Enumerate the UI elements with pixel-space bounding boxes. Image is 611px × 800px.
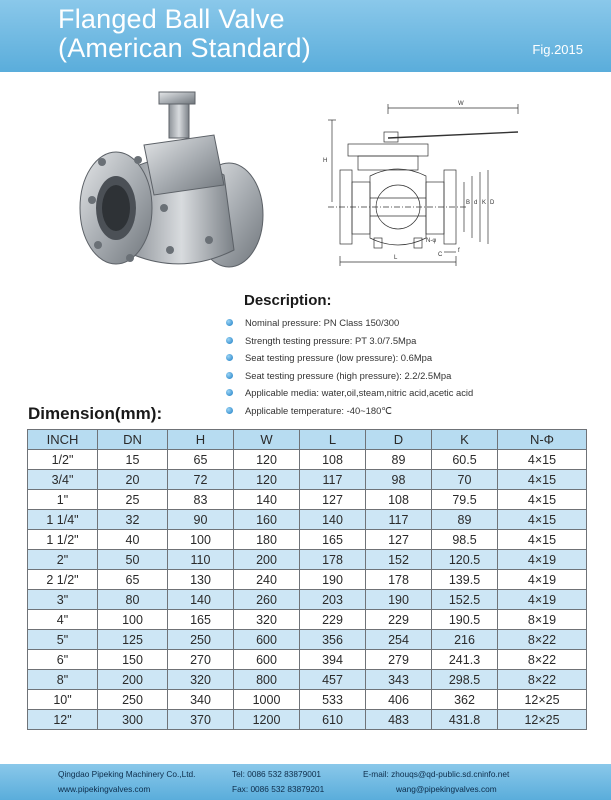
- table-cell: 4×15: [498, 510, 587, 530]
- table-cell: 12×25: [498, 710, 587, 730]
- table-cell: 394: [300, 650, 366, 670]
- table-cell: 1 1/4": [28, 510, 98, 530]
- table-row: [28, 550, 587, 570]
- footer-email2: wang@pipekingvalves.com: [396, 784, 497, 794]
- table-cell: 362: [432, 690, 498, 710]
- table-cell: 127: [366, 530, 432, 550]
- table-cell: 1 1/2": [28, 530, 98, 550]
- table-cell: 139.5: [432, 570, 498, 590]
- table-cell: 120: [234, 470, 300, 490]
- table-cell: 3": [28, 590, 98, 610]
- footer-website: www.pipekingvalves.com: [58, 784, 151, 794]
- description-item: Nominal pressure: PN Class 150/300: [226, 315, 473, 333]
- col-header: DN: [98, 430, 168, 450]
- label-f: f: [458, 248, 460, 254]
- table-cell: 140: [168, 590, 234, 610]
- bullet-icon: [226, 337, 233, 344]
- label-d: D: [490, 200, 495, 206]
- footer-banner: [0, 764, 611, 800]
- table-cell: 65: [98, 570, 168, 590]
- table-cell: 152.5: [432, 590, 498, 610]
- table-cell: 65: [168, 450, 234, 470]
- table-cell: 241.3: [432, 650, 498, 670]
- header-banner: [0, 0, 611, 72]
- table-cell: 533: [300, 690, 366, 710]
- description-item: Strength testing pressure: PT 3.0/7.5Mpa: [226, 333, 473, 351]
- label-c: C: [438, 252, 443, 258]
- table-cell: 152: [366, 550, 432, 570]
- table-cell: 4×19: [498, 590, 587, 610]
- dimension-table: [27, 429, 587, 730]
- table-cell: 260: [234, 590, 300, 610]
- bullet-icon: [226, 319, 233, 326]
- table-cell: 4×15: [498, 490, 587, 510]
- table-cell: 406: [366, 690, 432, 710]
- table-cell: 279: [366, 650, 432, 670]
- table-cell: 160: [234, 510, 300, 530]
- label-h: H: [323, 158, 328, 164]
- bullet-icon: [226, 389, 233, 396]
- table-cell: 50: [98, 550, 168, 570]
- table-cell: 15: [98, 450, 168, 470]
- dimension-drawing: [318, 92, 528, 277]
- table-cell: 320: [168, 670, 234, 690]
- table-cell: 229: [300, 610, 366, 630]
- table-cell: 1": [28, 490, 98, 510]
- table-cell: 216: [432, 630, 498, 650]
- description-item: Seat testing pressure (low pressure): 0.6Mpa: [226, 350, 473, 368]
- table-cell: 250: [98, 690, 168, 710]
- table-cell: 165: [300, 530, 366, 550]
- table-cell: 117: [300, 470, 366, 490]
- label-k: K: [482, 200, 487, 206]
- table-cell: 298.5: [432, 670, 498, 690]
- table-cell: 800: [234, 670, 300, 690]
- table-cell: 4×15: [498, 450, 587, 470]
- table-row: [28, 490, 587, 510]
- table-cell: 8×22: [498, 630, 587, 650]
- description-item: Seat testing pressure (high pressure): 2.2/2.5Mpa: [226, 368, 473, 386]
- valve-photo: [74, 90, 270, 280]
- table-cell: 190: [300, 570, 366, 590]
- table-cell: 125: [98, 630, 168, 650]
- dimension-title: Dimension(mm):: [28, 404, 163, 423]
- col-header: H: [168, 430, 234, 450]
- table-row: [28, 690, 587, 710]
- table-cell: 356: [300, 630, 366, 650]
- table-row: [28, 710, 587, 730]
- table-cell: 250: [168, 630, 234, 650]
- table-cell: 89: [366, 450, 432, 470]
- col-header: K: [432, 430, 498, 450]
- table-cell: 80: [98, 590, 168, 610]
- table-cell: 200: [234, 550, 300, 570]
- table-cell: 90: [168, 510, 234, 530]
- page-title-line2: (American Standard): [58, 33, 311, 63]
- description-title: Description:: [244, 292, 332, 309]
- table-cell: 1/2": [28, 450, 98, 470]
- table-cell: 72: [168, 470, 234, 490]
- table-cell: 370: [168, 710, 234, 730]
- table-cell: 4×15: [498, 530, 587, 550]
- table-cell: 98.5: [432, 530, 498, 550]
- table-cell: 483: [366, 710, 432, 730]
- table-cell: 70: [432, 470, 498, 490]
- table-row: [28, 470, 587, 490]
- table-cell: 8": [28, 670, 98, 690]
- footer-email: E-mail: zhouqs@qd-public.sd.cninfo.net: [363, 769, 510, 779]
- table-row: [28, 450, 587, 470]
- table-cell: 4×19: [498, 550, 587, 570]
- label-l: L: [394, 255, 398, 261]
- table-cell: 40: [98, 530, 168, 550]
- col-header: INCH: [28, 430, 98, 450]
- table-cell: 6": [28, 650, 98, 670]
- table-cell: 60.5: [432, 450, 498, 470]
- table-row: [28, 630, 587, 650]
- table-cell: 600: [234, 630, 300, 650]
- table-row: [28, 610, 587, 630]
- description-item: Applicable temperature: -40~180℃: [226, 403, 473, 421]
- table-cell: 83: [168, 490, 234, 510]
- table-cell: 79.5: [432, 490, 498, 510]
- page-title-line1: Flanged Ball Valve: [58, 4, 285, 34]
- table-cell: 200: [98, 670, 168, 690]
- footer-fax: Fax: 0086 532 83879201: [232, 784, 325, 794]
- label-b: B: [466, 200, 471, 206]
- description-item: Applicable media: water,oil,steam,nitric acid,acetic acid: [226, 385, 473, 403]
- table-header-row: [28, 430, 587, 450]
- table-cell: 254: [366, 630, 432, 650]
- col-header: N-Φ: [498, 430, 587, 450]
- bullet-icon: [226, 354, 233, 361]
- table-cell: 240: [234, 570, 300, 590]
- table-cell: 4×15: [498, 470, 587, 490]
- table-cell: 190.5: [432, 610, 498, 630]
- table-cell: 110: [168, 550, 234, 570]
- figure-number: Fig.2015: [532, 42, 583, 57]
- table-cell: 89: [432, 510, 498, 530]
- table-cell: 108: [300, 450, 366, 470]
- bullet-icon: [226, 372, 233, 379]
- footer-tel: Tel: 0086 532 83879001: [232, 769, 322, 779]
- table-cell: 8×22: [498, 670, 587, 690]
- table-cell: 127: [300, 490, 366, 510]
- col-header: L: [300, 430, 366, 450]
- table-cell: 180: [234, 530, 300, 550]
- table-cell: 150: [98, 650, 168, 670]
- table-cell: 10": [28, 690, 98, 710]
- table-cell: 12×25: [498, 690, 587, 710]
- table-cell: 1200: [234, 710, 300, 730]
- table-cell: 203: [300, 590, 366, 610]
- table-row: [28, 590, 587, 610]
- table-row: [28, 650, 587, 670]
- table-cell: 178: [300, 550, 366, 570]
- table-cell: 2 1/2": [28, 570, 98, 590]
- table-cell: 457: [300, 670, 366, 690]
- table-cell: 229: [366, 610, 432, 630]
- table-cell: 190: [366, 590, 432, 610]
- bullet-icon: [226, 407, 233, 414]
- table-cell: 340: [168, 690, 234, 710]
- table-cell: 25: [98, 490, 168, 510]
- table-cell: 140: [234, 490, 300, 510]
- table-row: [28, 510, 587, 530]
- table-cell: 1000: [234, 690, 300, 710]
- table-cell: 140: [300, 510, 366, 530]
- table-row: [28, 530, 587, 550]
- table-cell: 5": [28, 630, 98, 650]
- table-cell: 3/4": [28, 470, 98, 490]
- table-cell: 12": [28, 710, 98, 730]
- table-cell: 178: [366, 570, 432, 590]
- table-cell: 100: [98, 610, 168, 630]
- table-cell: 2": [28, 550, 98, 570]
- table-row: [28, 570, 587, 590]
- label-w: W: [458, 101, 464, 107]
- table-cell: 4×19: [498, 570, 587, 590]
- table-cell: 431.8: [432, 710, 498, 730]
- table-cell: 32: [98, 510, 168, 530]
- label-d-small: d: [474, 200, 478, 206]
- col-header: W: [234, 430, 300, 450]
- col-header: D: [366, 430, 432, 450]
- footer-company: Qingdao Pipeking Machinery Co.,Ltd.: [58, 769, 196, 779]
- table-cell: 20: [98, 470, 168, 490]
- description-list: [226, 315, 473, 421]
- table-cell: 120: [234, 450, 300, 470]
- table-cell: 120.5: [432, 550, 498, 570]
- table-cell: 100: [168, 530, 234, 550]
- table-cell: 8×22: [498, 650, 587, 670]
- table-cell: 98: [366, 470, 432, 490]
- table-cell: 270: [168, 650, 234, 670]
- table-cell: 610: [300, 710, 366, 730]
- table-cell: 4": [28, 610, 98, 630]
- table-cell: 343: [366, 670, 432, 690]
- table-cell: 130: [168, 570, 234, 590]
- table-cell: 117: [366, 510, 432, 530]
- table-cell: 320: [234, 610, 300, 630]
- table-cell: 165: [168, 610, 234, 630]
- table-cell: 8×19: [498, 610, 587, 630]
- table-cell: 300: [98, 710, 168, 730]
- table-row: [28, 670, 587, 690]
- label-n-phi: N-φ: [426, 238, 437, 244]
- table-cell: 600: [234, 650, 300, 670]
- table-cell: 108: [366, 490, 432, 510]
